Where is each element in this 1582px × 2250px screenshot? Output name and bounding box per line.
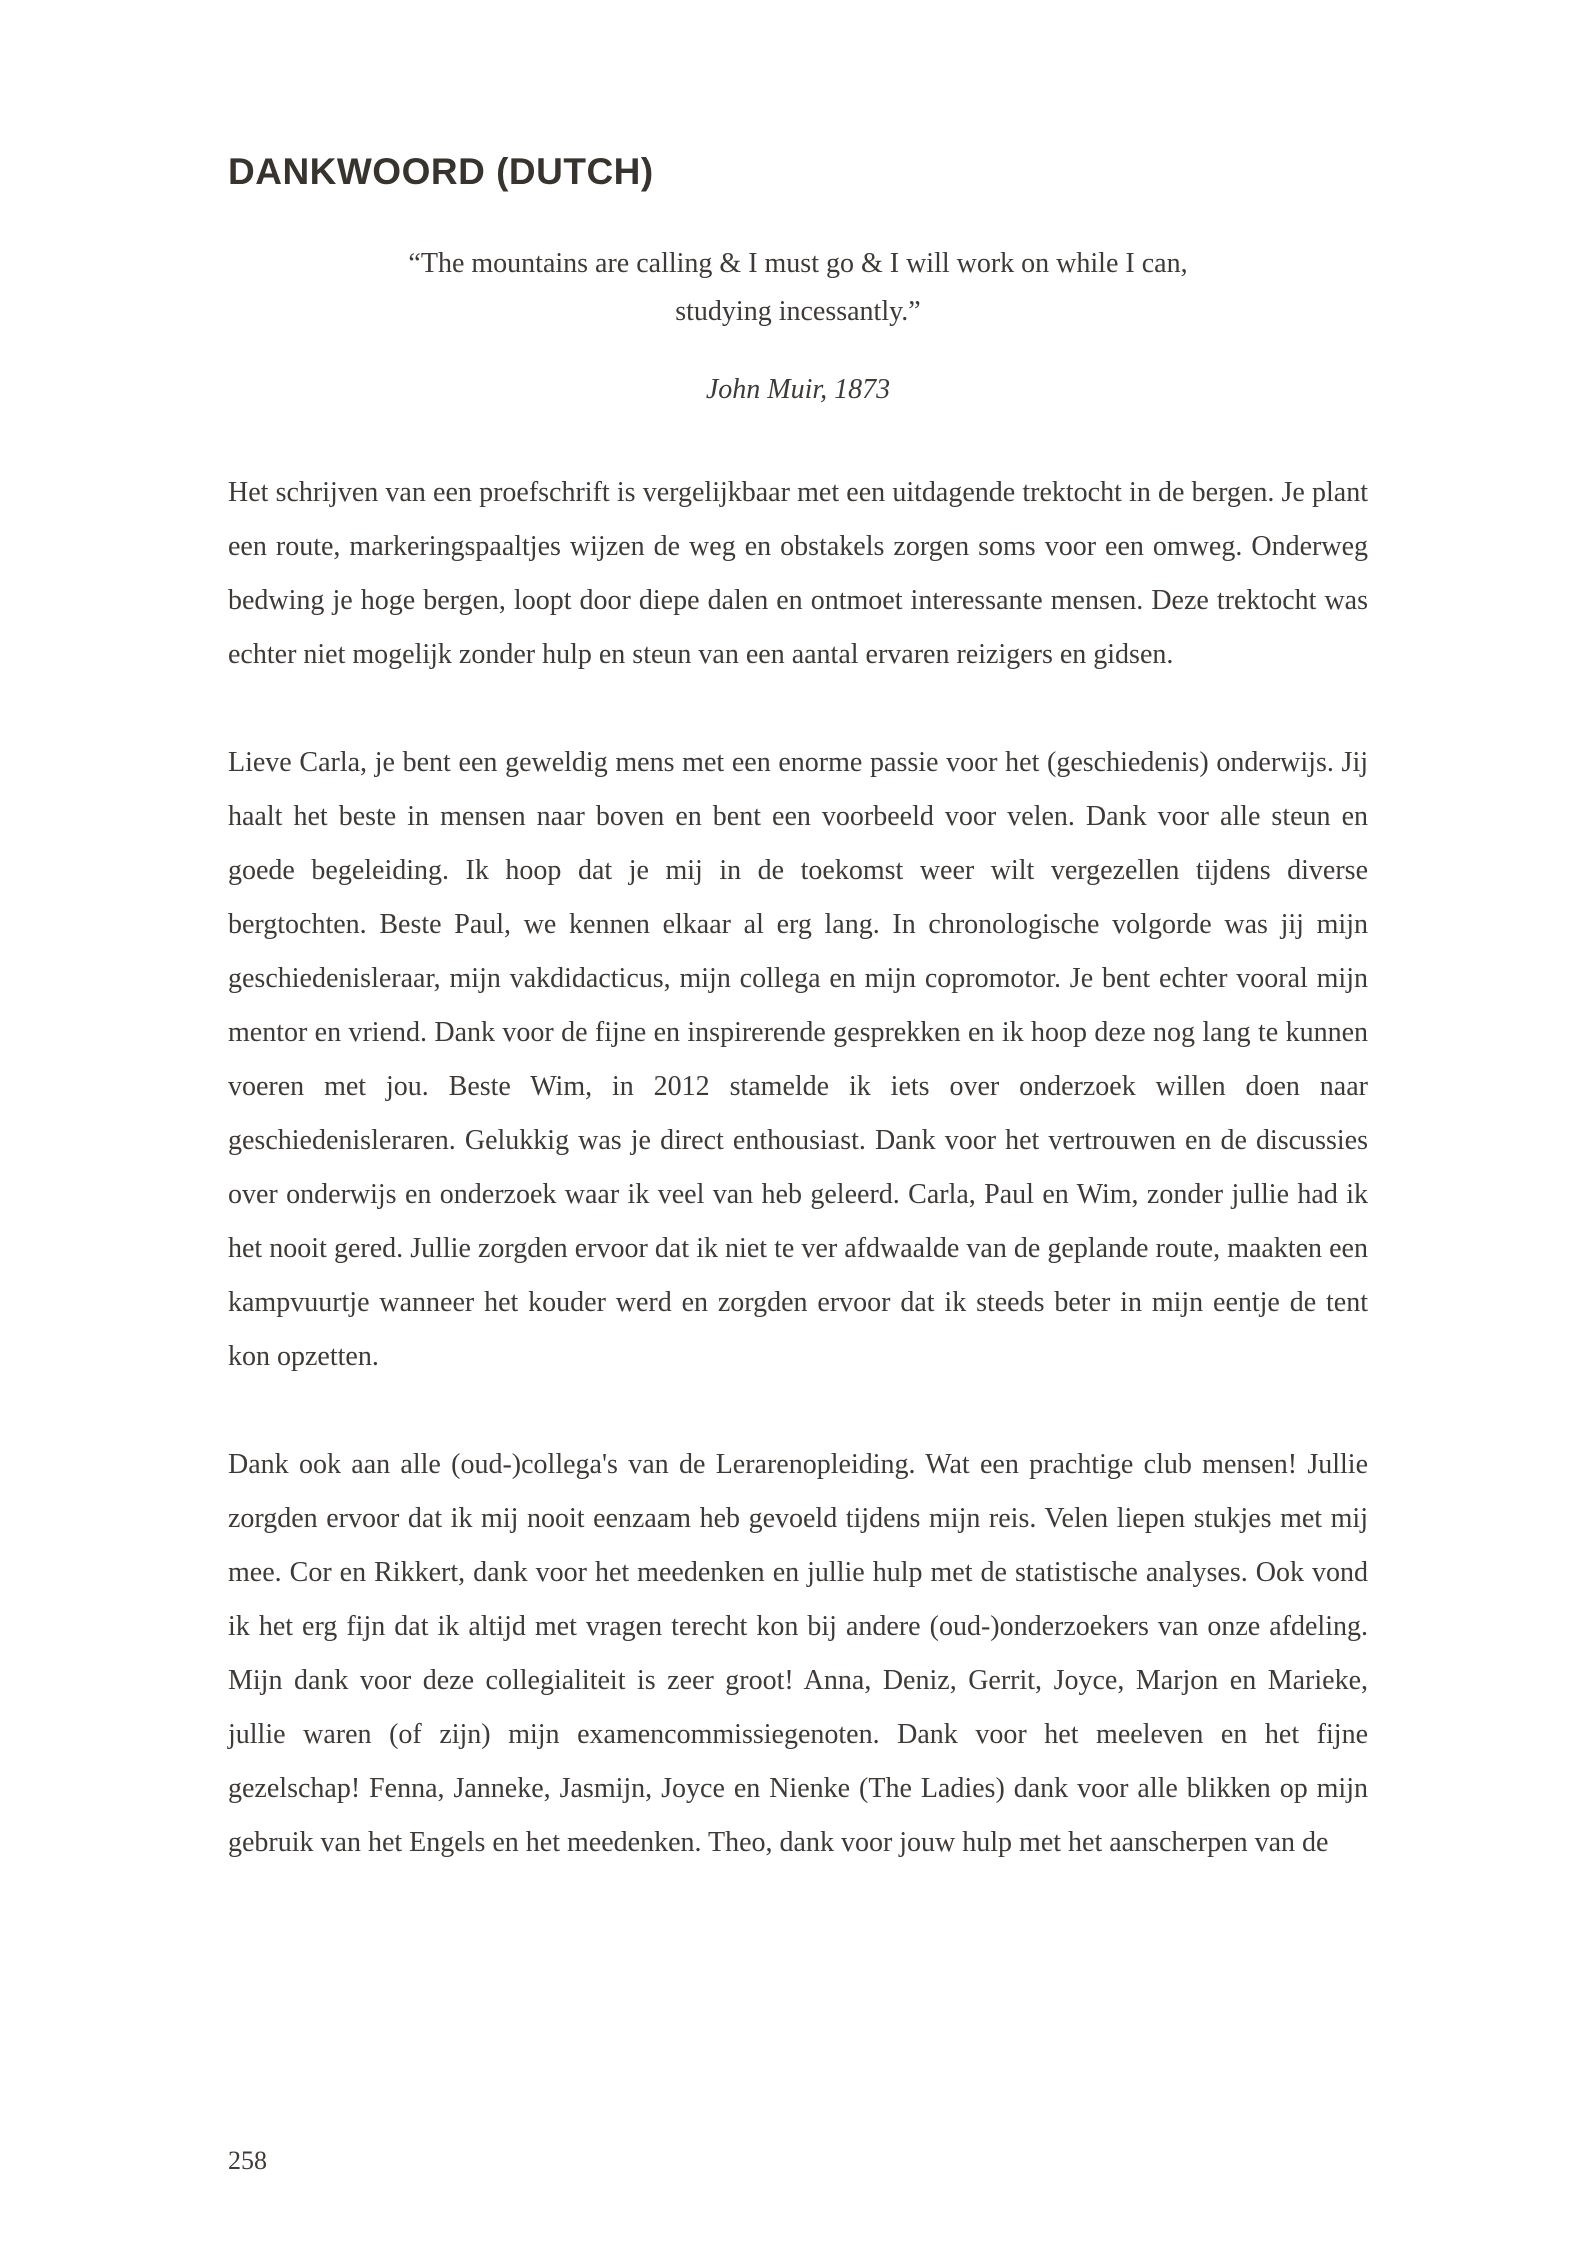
epigraph <box>228 240 1368 414</box>
body-paragraph-3: Dank ook aan alle (oud-)collega's van de Lerarenopleiding. Wat een prachtige club mensen! Jullie zorgden ervoor dat ik mij nooit eenzaam heb gevoeld tijdens mijn reis. Velen liepen stukjes met mij mee. Cor en Rikkert, dank voor het meedenken en jullie hulp met de statistische analyses. Ook vond ik het erg fijn dat ik altijd met vragen terecht kon bij andere (oud-)onderzoekers van onze afdeling. Mijn dank voor deze collegialiteit is zeer groot! Anna, Deniz, Gerrit, Joyce, Marjon en Marieke, jullie waren (of zijn) mijn examencommissiegenoten. Dank voor het meeleven en het fijne gezelschap! Fenna, Janneke, Jasmijn, Joyce en Nienke (The Ladies) dank voor alle blikken op mijn gebruik van het Engels en het meedenken. Theo, dank voor jouw hulp met het aanscherpen van de <box>228 1449 1368 1858</box>
body-paragraph-2: Lieve Carla, je bent een geweldig mens met een enorme passie voor het (geschiedenis) onderwijs. Jij haalt het beste in mensen naar boven en bent een voorbeeld voor velen. Dank voor alle steun en goede begeleiding. Ik hoop dat je mij in de toekomst weer wilt vergezellen tijdens diverse bergtochten. Beste Paul, we kennen elkaar al erg lang. In chronologische volgorde was jij mijn geschiedenisleraar, mijn vakdidacticus, mijn collega en mijn copromotor. Je bent echter vooral mijn mentor en vriend. Dank voor de fijne en inspirerende gesprekken en ik hoop deze nog lang te kunnen voeren met jou. Beste Wim, in 2012 stamelde ik iets over onderzoek willen doen naar geschiedenisleraren. Gelukkig was je direct enthousiast. Dank voor het vertrouwen en de discussies over onderwijs en onderzoek waar ik veel van heb geleerd. Carla, Paul en Wim, zonder jullie had ik het nooit gered. Jullie zorgden ervoor dat ik niet te ver afdwaalde van de geplande route, maakten een kampvuurtje wanneer het kouder werd en zorgden ervoor dat ik steeds beter in mijn eentje de tent kon opzetten. <box>228 747 1368 1372</box>
document-page <box>228 150 1368 1870</box>
epigraph-quote-line-2: studying incessantly.” <box>675 296 921 327</box>
body-paragraph-1: Het schrijven van een proefschrift is vergelijkbaar met een uitdagende trektocht in de bergen. Je plant een route, markeringspaaltjes wijzen de weg en obstakels zorgen soms voor een omweg. Onderweg bedwing je hoge bergen, loopt door diepe dalen en ontmoet interessante mensen. Deze trektocht was echter niet mogelijk zonder hulp en steun van een aantal ervaren reizigers en gidsen. <box>228 477 1368 670</box>
chapter-title: DANKWOORD (DUTCH) <box>228 151 654 192</box>
epigraph-quote-line-1: “The mountains are calling & I must go & I will work on while I can, <box>408 248 1188 279</box>
epigraph-attribution: John Muir, 1873 <box>705 374 891 405</box>
page-number: 258 <box>228 2146 267 2175</box>
